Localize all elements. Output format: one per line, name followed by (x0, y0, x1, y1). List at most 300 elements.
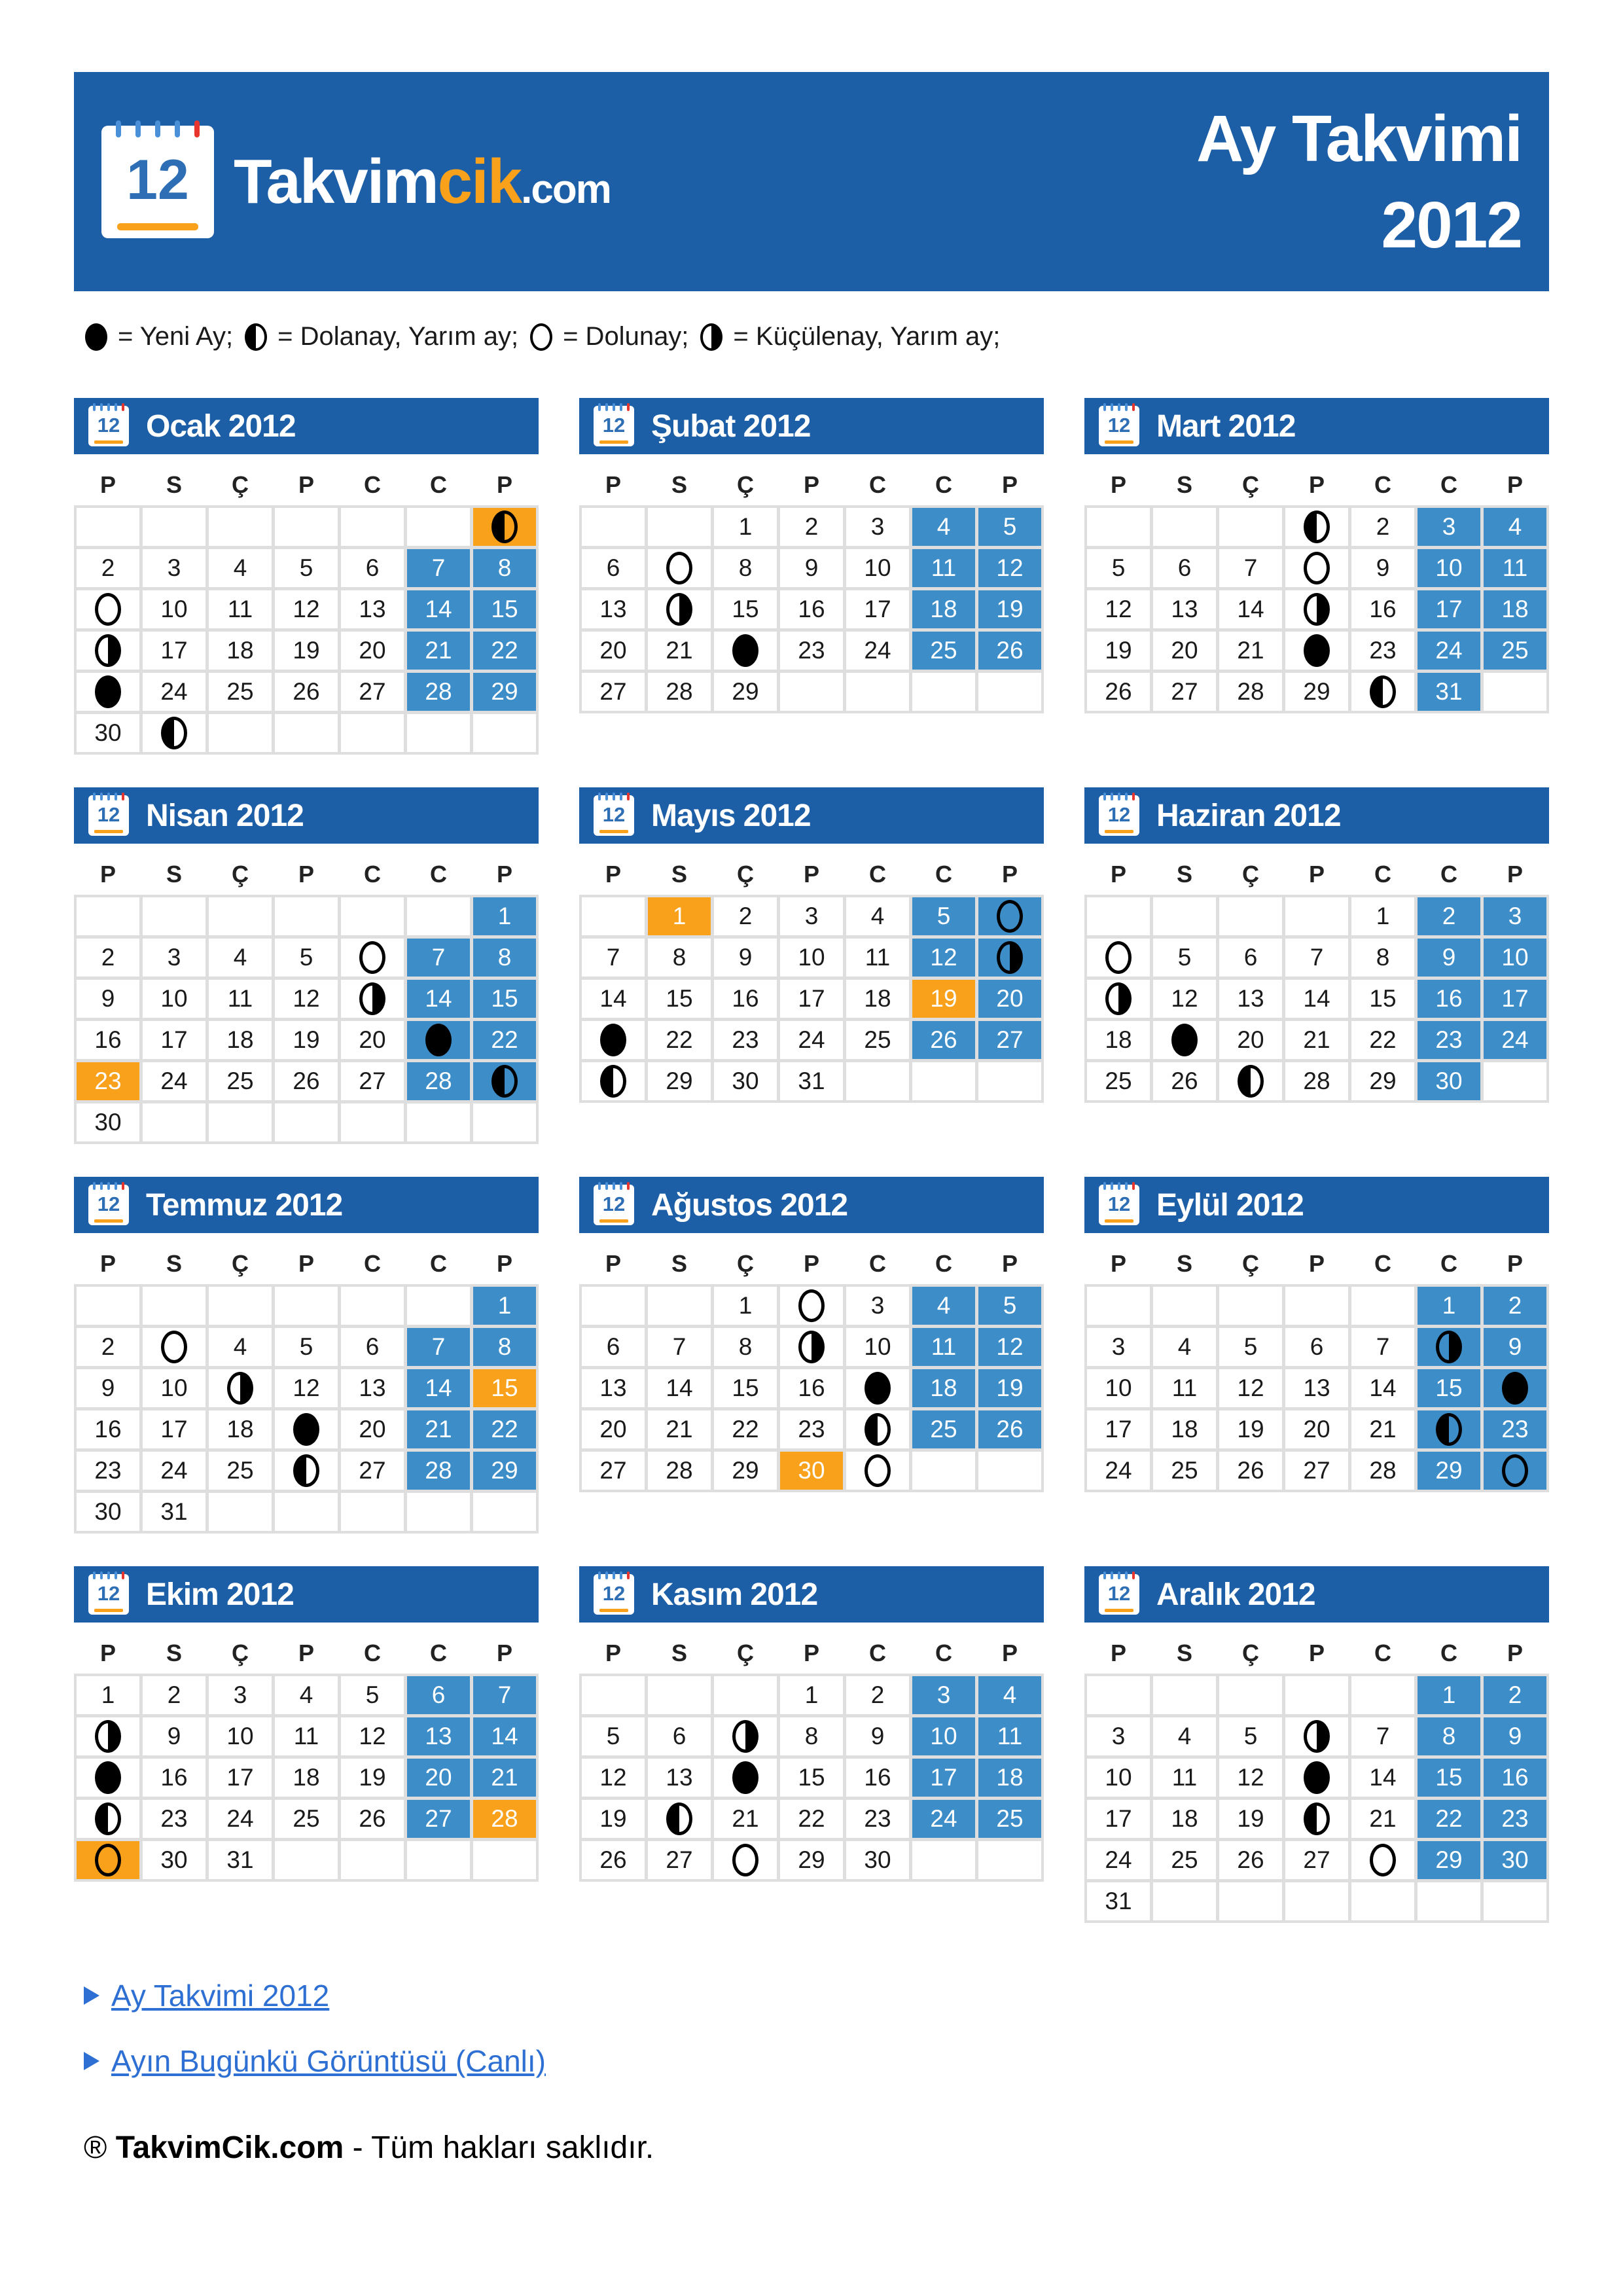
empty-cell (582, 897, 645, 935)
weekday-label: P (298, 861, 314, 888)
weekday-label: P (803, 471, 819, 498)
calendar-icon (88, 1185, 129, 1225)
day-cell: 22 (648, 1021, 711, 1059)
day-cell: 9 (77, 980, 139, 1018)
day-cell: 14 (582, 980, 645, 1018)
calendar-icon (594, 406, 634, 446)
day-cell: 10 (1087, 1759, 1150, 1797)
empty-cell (846, 673, 909, 711)
day-cell: 4 (1484, 508, 1546, 546)
day-cell: 13 (648, 1759, 711, 1797)
day-cell: 18 (912, 1369, 975, 1407)
calendar-icon (594, 1185, 634, 1225)
calendar-icon-bar (94, 440, 124, 444)
day-cell: 16 (143, 1759, 205, 1797)
empty-cell (341, 1493, 404, 1531)
day-cell: 23 (1484, 1410, 1546, 1448)
month-title: Nisan 2012 (146, 798, 304, 833)
weekday-label: P (1001, 471, 1018, 498)
weekday-label: Ç (232, 1640, 249, 1666)
empty-cell (780, 673, 843, 711)
moon-day-cell (846, 1369, 909, 1407)
month-aralık-2012 (1084, 1566, 1549, 1956)
day-cell: 30 (77, 1493, 139, 1531)
calendar-icon (88, 795, 129, 836)
full-moon-icon (161, 1331, 187, 1363)
legend-label: = Yeni Ay; (118, 322, 234, 351)
weekday-label: C (1440, 861, 1457, 888)
day-cell: 4 (846, 897, 909, 935)
month-header (74, 787, 539, 844)
day-cell: 20 (341, 1021, 404, 1059)
day-cell: 13 (1285, 1369, 1348, 1407)
day-cell: 24 (1418, 632, 1480, 670)
day-cell: 10 (1087, 1369, 1150, 1407)
day-cell: 19 (582, 1800, 645, 1838)
empty-cell (407, 1103, 470, 1141)
day-cell: 25 (912, 1410, 975, 1448)
legend-item (700, 322, 1000, 351)
calendar-icon-number: 12 (97, 803, 120, 826)
first-quarter-moon-icon (245, 323, 267, 351)
calendar-icon-number: 12 (97, 414, 120, 437)
weekday-label: S (166, 861, 182, 888)
day-cell: 14 (648, 1369, 711, 1407)
weekday-label: Ç (737, 861, 754, 888)
day-cell: 9 (1484, 1717, 1546, 1755)
last-quarter-moon-icon (997, 941, 1023, 974)
day-cell: 12 (275, 980, 338, 1018)
empty-cell (978, 673, 1041, 711)
day-cell: 28 (473, 1800, 536, 1838)
moon-day-cell (714, 1841, 777, 1879)
day-cell: 24 (846, 632, 909, 670)
day-cell: 22 (1418, 1800, 1480, 1838)
empty-cell (407, 1287, 470, 1325)
weekday-label: P (99, 861, 116, 888)
first-quarter-moon-icon (865, 1413, 891, 1446)
day-cell: 28 (1285, 1062, 1348, 1100)
empty-cell (912, 1841, 975, 1879)
empty-cell (1087, 508, 1150, 546)
day-cell: 5 (1219, 1717, 1282, 1755)
link-ay-takvimi-2012[interactable]: Ay Takvimi 2012 (84, 1978, 654, 2013)
day-cell: 18 (978, 1759, 1041, 1797)
empty-cell (1219, 1882, 1282, 1920)
day-cell: 25 (1087, 1062, 1150, 1100)
day-cell: 23 (780, 632, 843, 670)
day-cell: 20 (407, 1759, 470, 1797)
weekday-label: P (803, 1640, 819, 1666)
weekday-label: Ç (1242, 471, 1259, 498)
moon-day-cell (1087, 980, 1150, 1018)
day-cell: 2 (714, 897, 777, 935)
weekday-label: Ç (737, 471, 754, 498)
weekday-label: P (803, 861, 819, 888)
full-moon-icon (997, 900, 1023, 933)
new-moon-icon (1304, 1761, 1330, 1794)
day-grid (74, 895, 539, 1144)
day-cell: 4 (1153, 1717, 1216, 1755)
day-cell: 16 (77, 1410, 139, 1448)
day-cell: 20 (978, 980, 1041, 1018)
moon-day-cell (1418, 1328, 1480, 1366)
moon-day-cell (275, 1410, 338, 1448)
day-cell: 6 (648, 1717, 711, 1755)
calendar-icon-bar (599, 440, 629, 444)
empty-cell (1484, 673, 1546, 711)
month-ağustos-2012 (579, 1177, 1044, 1566)
weekday-label: C (364, 1250, 381, 1277)
empty-cell (473, 1493, 536, 1531)
day-cell: 8 (473, 939, 536, 977)
day-cell: 27 (582, 673, 645, 711)
calendar-icon-number: 12 (602, 1193, 626, 1215)
empty-cell (473, 1103, 536, 1141)
day-cell: 30 (77, 1103, 139, 1141)
day-cell: 27 (1285, 1452, 1348, 1490)
day-cell: 18 (209, 632, 272, 670)
weekday-header-row (1087, 1640, 1549, 1667)
weekday-label: C (869, 1640, 886, 1666)
copyright (84, 2130, 654, 2166)
day-cell: 26 (582, 1841, 645, 1879)
first-quarter-moon-icon (1304, 1803, 1330, 1835)
calendar-icon-number: 12 (602, 1582, 626, 1605)
copyright-text: - Tüm hakları saklıdır. (352, 2130, 654, 2165)
full-moon-icon (1105, 941, 1132, 974)
month-nisan-2012 (74, 787, 539, 1177)
moon-day-cell (780, 1328, 843, 1366)
month-haziran-2012 (1084, 787, 1549, 1177)
moon-day-cell (1285, 1717, 1348, 1755)
day-cell: 16 (780, 590, 843, 628)
day-cell: 20 (1285, 1410, 1348, 1448)
day-cell: 12 (1219, 1759, 1282, 1797)
calendar-icon-number: 12 (1107, 1582, 1131, 1605)
empty-cell (648, 1676, 711, 1714)
empty-cell (143, 1287, 205, 1325)
day-cell: 2 (1418, 897, 1480, 935)
day-cell: 22 (1351, 1021, 1414, 1059)
month-header (74, 1177, 539, 1233)
day-cell: 2 (77, 549, 139, 587)
new-moon-icon (865, 1372, 891, 1405)
empty-cell (341, 1287, 404, 1325)
day-cell: 12 (978, 549, 1041, 587)
first-quarter-moon-icon (491, 1065, 518, 1098)
day-cell: 18 (846, 980, 909, 1018)
empty-cell (275, 1841, 338, 1879)
day-cell: 9 (1484, 1328, 1546, 1366)
day-cell: 6 (1285, 1328, 1348, 1366)
day-cell: 11 (209, 980, 272, 1018)
day-cell: 5 (1087, 549, 1150, 587)
weekday-label: Ç (737, 1250, 754, 1277)
day-cell: 8 (1351, 939, 1414, 977)
day-cell: 23 (143, 1800, 205, 1838)
month-title: Aralık 2012 (1156, 1577, 1315, 1612)
day-cell: 2 (77, 939, 139, 977)
day-cell: 5 (275, 939, 338, 977)
moon-day-cell (714, 1759, 777, 1797)
calendar-icon (594, 795, 634, 836)
empty-cell (1484, 1062, 1546, 1100)
moon-day-cell (143, 1328, 205, 1366)
full-moon-icon (95, 1844, 121, 1876)
day-cell: 5 (1153, 939, 1216, 977)
month-header (579, 1566, 1044, 1623)
day-cell: 3 (1087, 1717, 1150, 1755)
moon-day-cell (1285, 508, 1348, 546)
day-cell: 2 (143, 1676, 205, 1714)
empty-cell (407, 714, 470, 752)
day-cell: 23 (1418, 1021, 1480, 1059)
day-cell: 14 (1285, 980, 1348, 1018)
month-header (74, 398, 539, 454)
empty-cell (407, 1841, 470, 1879)
calendar-icon-bar (1105, 440, 1134, 444)
empty-cell (1087, 897, 1150, 935)
weekday-header-row (1087, 861, 1549, 888)
day-cell: 2 (77, 1328, 139, 1366)
full-moon-icon (798, 1289, 825, 1322)
day-cell: 14 (1219, 590, 1282, 628)
page-title (1196, 96, 1522, 268)
calendar-icon-number: 12 (1107, 1193, 1131, 1215)
month-header (579, 398, 1044, 454)
day-cell: 15 (1418, 1369, 1480, 1407)
day-cell: 13 (1153, 590, 1216, 628)
empty-cell (209, 714, 272, 752)
day-cell: 20 (341, 1410, 404, 1448)
day-cell: 1 (473, 897, 536, 935)
calendar-icon-number: 12 (97, 1193, 120, 1215)
empty-cell (209, 897, 272, 935)
day-cell: 31 (143, 1493, 205, 1531)
day-cell: 18 (1153, 1800, 1216, 1838)
calendar-icon-bar (1105, 1219, 1134, 1223)
new-moon-icon (1304, 634, 1330, 667)
calendar-icon-bar (1105, 830, 1134, 833)
weekday-label: P (99, 1640, 116, 1666)
day-cell: 13 (407, 1717, 470, 1755)
weekday-label: P (605, 1640, 621, 1666)
day-cell: 8 (1418, 1717, 1480, 1755)
moon-day-cell (1285, 1800, 1348, 1838)
day-cell: 27 (407, 1800, 470, 1838)
last-quarter-moon-icon (700, 323, 722, 351)
weekday-label: P (1001, 1250, 1018, 1277)
day-grid (1084, 505, 1549, 713)
day-cell: 27 (1153, 673, 1216, 711)
empty-cell (473, 714, 536, 752)
day-cell: 2 (780, 508, 843, 546)
day-cell: 25 (209, 673, 272, 711)
day-cell: 7 (1285, 939, 1348, 977)
day-cell: 28 (407, 673, 470, 711)
day-cell: 19 (341, 1759, 404, 1797)
day-cell: 1 (714, 508, 777, 546)
moon-day-cell (648, 590, 711, 628)
new-moon-icon (95, 1761, 121, 1794)
weekday-label: C (1374, 1250, 1391, 1277)
day-grid (1084, 1284, 1549, 1492)
day-cell: 5 (978, 508, 1041, 546)
calendar-icon-rings (594, 1182, 634, 1190)
day-cell: 1 (1418, 1676, 1480, 1714)
weekday-label: Ç (1242, 861, 1259, 888)
day-cell: 11 (275, 1717, 338, 1755)
calendar-icon-number: 12 (602, 414, 626, 437)
empty-cell (143, 897, 205, 935)
weekday-label: P (1308, 1640, 1325, 1666)
day-cell: 17 (1484, 980, 1546, 1018)
day-cell: 10 (1484, 939, 1546, 977)
day-cell: 15 (648, 980, 711, 1018)
empty-cell (275, 714, 338, 752)
day-cell: 4 (275, 1676, 338, 1714)
day-grid (74, 1284, 539, 1534)
empty-cell (341, 1841, 404, 1879)
day-cell: 26 (912, 1021, 975, 1059)
day-cell: 3 (846, 1287, 909, 1325)
day-cell: 4 (912, 508, 975, 546)
weekday-label: C (935, 861, 952, 888)
weekday-label: C (935, 1640, 952, 1666)
empty-cell (275, 897, 338, 935)
day-cell: 28 (407, 1452, 470, 1490)
day-cell: 16 (714, 980, 777, 1018)
day-cell: 28 (648, 673, 711, 711)
day-cell: 20 (341, 632, 404, 670)
month-title: Ocak 2012 (146, 408, 296, 444)
full-moon-icon (530, 323, 552, 351)
day-cell: 13 (341, 1369, 404, 1407)
weekday-label: P (1110, 471, 1126, 498)
day-cell: 1 (473, 1287, 536, 1325)
moon-day-cell (978, 897, 1041, 935)
day-cell: 26 (275, 673, 338, 711)
day-cell: 13 (341, 590, 404, 628)
day-cell: 11 (1484, 549, 1546, 587)
calendar-icon-rings (88, 1182, 129, 1190)
day-cell: 3 (1484, 897, 1546, 935)
empty-cell (341, 508, 404, 546)
page-title-line1: Ay Takvimi (1196, 101, 1522, 175)
day-cell: 24 (143, 1062, 205, 1100)
weekday-label: C (1374, 471, 1391, 498)
full-moon-icon (865, 1454, 891, 1487)
day-cell: 24 (143, 673, 205, 711)
weekday-label: Ç (1242, 1640, 1259, 1666)
day-cell: 4 (912, 1287, 975, 1325)
day-cell: 1 (1418, 1287, 1480, 1325)
day-cell: 3 (209, 1676, 272, 1714)
day-cell: 17 (143, 1021, 205, 1059)
day-cell: 7 (1219, 549, 1282, 587)
day-cell: 11 (912, 1328, 975, 1366)
weekday-label: P (605, 471, 621, 498)
weekday-header-row (582, 1640, 1044, 1667)
weekday-label: S (671, 471, 687, 498)
calendar-icon-bar (599, 1219, 629, 1223)
full-moon-icon (732, 1844, 758, 1876)
day-cell: 10 (1418, 549, 1480, 587)
empty-cell (846, 1062, 909, 1100)
day-cell: 20 (1153, 632, 1216, 670)
weekday-label: C (1440, 471, 1457, 498)
weekday-label: S (671, 1640, 687, 1666)
day-cell: 22 (473, 632, 536, 670)
link-ayin-bugunku-goruntusu[interactable]: Ayın Bugünkü Görüntüsü (Canlı) (84, 2043, 654, 2079)
day-cell: 25 (846, 1021, 909, 1059)
moon-day-cell (1285, 590, 1348, 628)
day-cell: 18 (1484, 590, 1546, 628)
last-quarter-moon-icon (732, 1720, 758, 1753)
copyright-brand: TakvimCik.com (115, 2130, 344, 2165)
new-moon-icon (95, 675, 121, 708)
day-cell: 23 (846, 1800, 909, 1838)
empty-cell (1153, 1676, 1216, 1714)
months-grid (74, 398, 1549, 1956)
weekday-header-row (582, 1250, 1044, 1278)
day-cell: 21 (1285, 1021, 1348, 1059)
day-cell: 12 (582, 1759, 645, 1797)
weekday-label: P (1308, 861, 1325, 888)
day-cell: 9 (1418, 939, 1480, 977)
weekday-header-row (77, 1640, 539, 1667)
weekday-label: C (1440, 1250, 1457, 1277)
day-cell: 31 (209, 1841, 272, 1879)
empty-cell (648, 508, 711, 546)
day-cell: 16 (1418, 980, 1480, 1018)
day-cell: 15 (1418, 1759, 1480, 1797)
moon-day-cell (1285, 1759, 1348, 1797)
day-cell: 14 (1351, 1369, 1414, 1407)
day-cell: 7 (407, 939, 470, 977)
calendar-icon-bar (94, 1609, 124, 1612)
day-cell: 9 (1351, 549, 1414, 587)
day-cell: 25 (1153, 1452, 1216, 1490)
first-quarter-moon-icon (600, 1065, 626, 1098)
last-quarter-moon-icon (227, 1372, 253, 1405)
calendar-icon-rings (1099, 793, 1139, 800)
day-cell: 15 (473, 1369, 536, 1407)
day-cell: 28 (1219, 673, 1282, 711)
month-header (1084, 1177, 1549, 1233)
calendar-icon-rings (1099, 403, 1139, 411)
weekday-header-row (582, 471, 1044, 499)
day-cell: 3 (912, 1676, 975, 1714)
calendar-icon-rings (88, 403, 129, 411)
day-cell: 13 (1219, 980, 1282, 1018)
day-cell: 18 (209, 1410, 272, 1448)
last-quarter-moon-icon (798, 1331, 825, 1363)
first-quarter-moon-icon (95, 1803, 121, 1835)
day-cell: 19 (1219, 1800, 1282, 1838)
day-cell: 26 (275, 1062, 338, 1100)
day-cell: 11 (912, 549, 975, 587)
day-cell: 4 (1153, 1328, 1216, 1366)
last-quarter-moon-icon (666, 593, 692, 626)
month-eylül-2012 (1084, 1177, 1549, 1566)
moon-day-cell (1351, 673, 1414, 711)
month-mayıs-2012 (579, 787, 1044, 1177)
weekday-label: S (166, 1640, 182, 1666)
day-cell: 24 (143, 1452, 205, 1490)
day-cell: 19 (275, 1021, 338, 1059)
